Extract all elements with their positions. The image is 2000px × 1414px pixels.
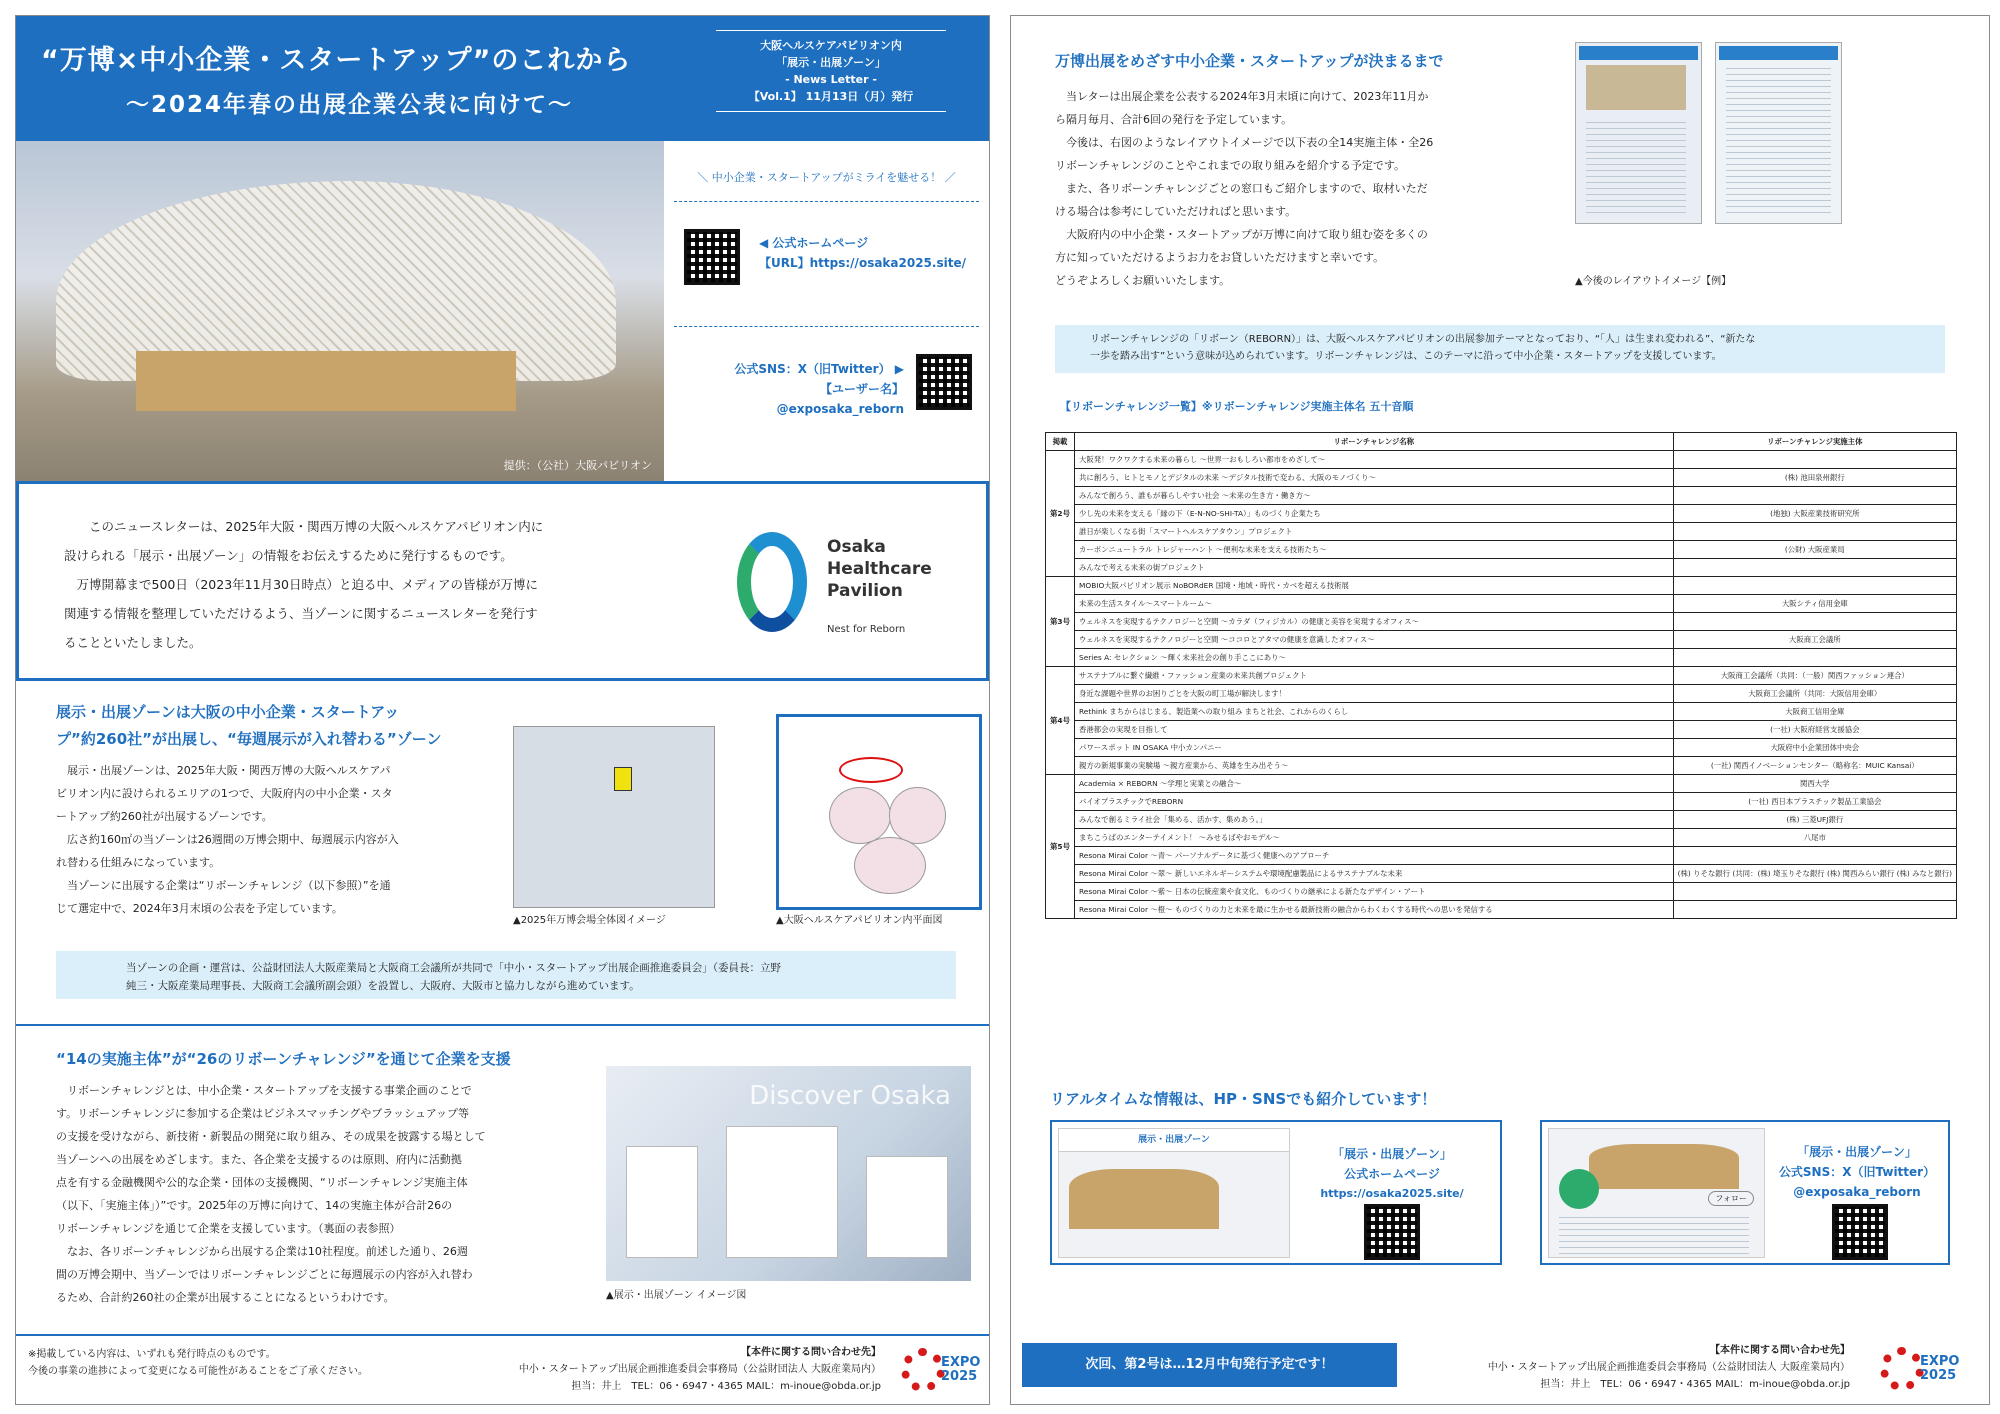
text-line: 当ゾーンへの出展をめざします。また、各企業を支援するのは原則、府内に活動拠 [56,1153,462,1166]
reborn-section [56,1046,596,1309]
challenge-name-cell: みんなで考える未来の街プロジェクト [1075,559,1674,577]
text-line: 当ゾーンの企画・運営は、公益財団法人大阪産業局と大阪商工会議所が共同で「中小・スタートアップ出展企画推進委員会」（委員長：立野 [126,962,781,974]
floor-area [889,787,946,844]
challenge-name-cell: Rethink まちからはじまる、製造業への取り組み まちと社会、これからのくらし [1075,703,1674,721]
entity-cell [1673,649,1956,667]
text-line: 「展示・出展ゾーン」 [1332,1147,1452,1161]
entity-cell: 大阪シティ信用金庫 [1673,595,1956,613]
table-row [1046,649,1957,667]
table-row [1046,613,1957,631]
entity-cell: 大阪商工会議所（共同：（一般）関西ファッション連合） [1673,667,1956,685]
challenge-name-cell: 親方の新規事業の実験場 ～親方産業から、英雄を生み出そう～ [1075,757,1674,775]
layout-table [1586,118,1686,213]
text-line: どうぞよろしくお願いいたします。 [1055,274,1231,287]
tagline: ＼ 中小企業・スタートアップがミライを魅せる！ ／ [697,171,956,184]
logo-line: 2025 [1920,1368,1957,1383]
schedule-body [1055,85,1535,292]
challenge-name-cell: Series A: セレクション ～輝く未来社会の創り手ここにあり～ [1075,649,1674,667]
entity-cell [1673,883,1956,901]
expo-logo-2 [1880,1345,1960,1395]
col-header: リボーンチャレンジ名称 [1075,433,1674,451]
expo-site-map [513,726,715,908]
table-row [1046,631,1957,649]
challenge-name-cell: Academia × REBORN ～学理と実業との融合～ [1075,775,1674,793]
footer-divider [16,1334,989,1336]
table-row [1046,577,1957,595]
qr-code-sns[interactable] [1832,1204,1888,1260]
links-panel [664,141,989,481]
entity-cell: 大阪商工会議所 [1673,631,1956,649]
sns-link[interactable] [709,359,904,419]
pavilion-photo [16,141,664,481]
text-line: 関連する情報を整理していただけるよう、当ゾーンに関するニュースレターを発行す [64,606,538,621]
follow-button[interactable]: フォロー [1708,1191,1754,1206]
shot-title: 展示・出展ゾーン [1059,1129,1289,1152]
text-line: このニュースレターは、2025年大阪・関西万博の大阪ヘルスケアパビリオン内に [89,519,544,534]
footer-note [28,1346,368,1380]
next-issue-banner: 次回、第2号は…12月中旬発行予定です！ [1022,1343,1397,1387]
realtime-heading: リアルタイムな情報は、HP・SNSでも紹介しています！ [1050,1090,1437,1108]
homepage-screenshot [1058,1128,1290,1258]
challenge-name-cell: サステナブルに繋ぐ繊維・ファッション産業の未来共創プロジェクト [1075,667,1674,685]
table-row [1046,811,1957,829]
intro-text [64,512,664,657]
text-line: 「展示・出展ゾーン」 [1797,1145,1917,1159]
table-row [1046,667,1957,685]
entity-cell: (株) 池田泉州銀行 [1673,469,1956,487]
expo-logo-icon [901,1348,945,1392]
text-line: また、各リボーンチャレンジごとの窓口もご紹介しますので、取材いただ [1066,182,1428,195]
entity-cell: 関西大学 [1673,775,1956,793]
issue-info [716,30,946,112]
text-line: （以下、「実施主体」）”です。2025年の万博に向けて、14の実施主体が合計26の [56,1199,453,1212]
homepage-link[interactable] [759,233,966,273]
entity-cell [1673,847,1956,865]
text-line: ることといたしました。 [64,635,202,650]
text-line: 点を有する金融機関や公的な企業・団体の支援機関、“リボーンチャレンジ実施主体 [56,1176,468,1189]
entity-cell [1673,559,1956,577]
table-row [1046,793,1957,811]
text-line: 公式SNS：X（旧Twitter） [1778,1165,1936,1179]
intro-section [16,481,989,681]
logo-line: 2025 [941,1369,978,1384]
entity-cell: 大阪府中小企業団体中央会 [1673,739,1956,757]
table-row [1046,703,1957,721]
entity-cell: (一社) 大阪府経営支援協会 [1673,721,1956,739]
reborn-note [1055,325,1945,373]
map1-caption: ▲2025年万博会場全体図イメージ [513,915,666,926]
table-title: 【リボーンチャレンジ一覧】※リボーンチャレンジ実施主体名 五十音順 [1060,400,1414,413]
issue-line: 【Vol.1】 11月13日（月）発行 [748,90,914,103]
challenge-name-cell: 誰日が楽しくなる街「スマートヘルスケアタウン」プロジェクト [1075,523,1674,541]
layout-header [1579,46,1698,60]
text-line: 方に知っていただけるようお力をお貸しいただけますと幸いです。 [1055,251,1385,264]
logo-line: Healthcare [827,559,932,579]
entity-cell [1673,451,1956,469]
footer-contact-2 [1410,1342,1850,1393]
entity-cell: (地独) 大阪産業技術研究所 [1673,505,1956,523]
text-line: 純三・大阪産業局理事長、大阪商工会議所副会頭）を設置し、大阪府、大阪市と協力しながら進めています。 [126,980,640,992]
entity-cell: (一社) 関西イノベーションセンター（略称名：MUIC Kansai） [1673,757,1956,775]
homepage-card[interactable] [1050,1120,1502,1265]
challenge-name-cell: 共に創ろう、ヒトとモノとデジタルの未来 ～デジタル技術で変わる、大阪のモノづくり～ [1075,469,1674,487]
text-line: 万博開幕まで500日（2023年11月30日時点）と迫る中、メディアの皆様が万博に [76,577,538,592]
text-line: 当ゾーンに出展する企業は“リボーンチャレンジ（以下参照）”を通 [67,879,391,892]
booth-wall [626,1146,698,1258]
section-divider [16,1024,989,1026]
reborn-body [56,1079,596,1309]
text-line: 一歩を踏み出す”という意味が込められています。リボーンチャレンジは、このテーマに沿って中小企業・スタートアップを支援しています。 [1090,351,1722,362]
reborn-heading: “14の実施主体”が“26のリボーンチャレンジ”を通じて企業を支援 [56,1050,511,1068]
zone-section [56,699,496,920]
entity-cell: 大阪商工信用金庫 [1673,703,1956,721]
table-row [1046,451,1957,469]
text-line: 担当：井上 TEL：06・6947・4365 MAIL：m-inoue@obda.or.jp [1540,1379,1850,1390]
table-row [1046,829,1957,847]
text-line: 今後の事業の進捗によって変更になる可能性があることをご了承ください。 [28,1366,368,1377]
table-row [1046,847,1957,865]
text-line: ートアップ約260社が出展するゾーンです。 [56,810,273,823]
table-row [1046,595,1957,613]
pavilion-logo-icon [737,532,807,632]
challenge-name-cell: 未来の生活スタイル～スマートルーム～ [1075,595,1674,613]
schedule-section [1055,48,1535,292]
challenge-name-cell: ウェルネスを実現するテクノロジーと空間 ～カラダ（フィジカル）の健康と美容を実現するオフィス～ [1075,613,1674,631]
sns-card-text [1767,1142,1947,1202]
photo-credit: 提供：（公社）大阪パビリオン [503,459,652,472]
table-row [1046,523,1957,541]
text-line: 広さ約160㎡の当ゾーンは26週間の万博会期中、毎週展示内容が入 [67,833,399,846]
challenge-name-cell: 大阪発！ワクワクする未来の暮らし ～世界一おもしろい都市をめざして～ [1075,451,1674,469]
challenge-name-cell: 身近な課題や世界のお困りごとを大阪の町工場が解決します！ [1075,685,1674,703]
challenge-name-cell: Resona Mirai Color ～翠～ 新しいエネルギーシステムや環境配慮製品によるサステナブルな未来 [1075,865,1674,883]
text-line: 【本件に関する問い合わせ先】 [741,1347,881,1358]
text-line: じて選定中で、2024年3月末頃の公表を予定しています。 [56,902,343,915]
challenge-name-cell: Resona Mirai Color ～青～ パーソナルデータに基づく健康へのアプローチ [1075,847,1674,865]
table-row [1046,559,1957,577]
homepage-label: ◀ 公式ホームページ [759,236,869,250]
text-line: るため、合計約260社の企業が出展することになるというわけです。 [56,1291,395,1304]
sns-user[interactable]: @exposaka_reborn [1793,1185,1921,1199]
zone-heading [56,699,496,753]
col-header: 掲載 [1046,433,1075,451]
challenge-name-cell: Resona Mirai Color ～紫～ 日本の伝統産業や食文化、ものづくりの継承による新たなデザイン・アート [1075,883,1674,901]
qr-code-homepage[interactable] [1364,1204,1420,1260]
challenge-name-cell: みんなで創ろう、誰もが暮らしやすい社会 ～未来の生き方・働き方～ [1075,487,1674,505]
challenge-name-cell: みんなで創るミライ社会「集める、活かす、集めあう。」 [1075,811,1674,829]
issue-line: - News Letter - [785,73,877,86]
pavilion-base [136,351,516,411]
challenge-name-cell: ウェルネスを実現するテクノロジーと空間 ～ココロとアタマの健康を意識したオフィス～ [1075,631,1674,649]
issue-number-cell: 第5号 [1046,775,1075,919]
challenge-name-cell: Resona Mirai Color ～橙～ ものづくりの力と未来を最に生かせる最新技術の融合からわくわくする時代への思いを発信する [1075,901,1674,919]
entity-cell: (一社) 西日本プラスチック製品工業協会 [1673,793,1956,811]
sns-user[interactable]: 【ユーザー名】@exposaka_reborn [776,382,904,416]
entity-cell: (公財) 大阪産業局 [1673,541,1956,559]
logo-line: EXPO [1920,1354,1960,1369]
text-line: ける場合は参考にしていただければと思います。 [1055,205,1297,218]
challenge-name-cell: バイオプラスチックでREBORN [1075,793,1674,811]
layout-caption: ▲今後のレイアウトイメージ【例】 [1575,276,1732,287]
divider [674,201,979,202]
issue-number-cell: 第3号 [1046,577,1075,667]
sns-label: 公式SNS：X（旧Twitter） ▶ [734,362,904,376]
table-row [1046,487,1957,505]
logo-tagline: Nest for Reborn [827,624,906,635]
newsletter-page-1 [15,15,990,1405]
entity-cell [1673,523,1956,541]
logo-line: Osaka [827,537,886,557]
entity-cell [1673,487,1956,505]
tweet-text [1559,1214,1749,1254]
challenge-name-cell: カーボンニュートラル トレジャーハント ～便利な未来を支える技術たち～ [1075,541,1674,559]
table-row [1046,775,1957,793]
shot-pavilion [1069,1169,1219,1229]
booth-wall [866,1156,948,1258]
heading-line: 展示・出展ゾーンは大阪の中小企業・スタートアッ [56,703,400,721]
entity-cell [1673,613,1956,631]
table-header-row [1046,433,1957,451]
table-row [1046,757,1957,775]
text-line: 中小・スタートアップ出展企画推進委員会事務局（公益財団法人 大阪産業局内） [518,1364,881,1375]
shot-pavilion [1589,1144,1739,1189]
booth-sign: Discover Osaka [749,1081,951,1111]
issue-number-cell: 第4号 [1046,667,1075,775]
text-line: リボーンチャレンジの「リボーン（REBORN）」は、大阪ヘルスケアパビリオンの出展参加テーマとなっており、“「人」は生まれ変われる”、“新たな [1090,334,1756,345]
map2-caption: ▲大阪ヘルスケアパビリオン内平面図 [776,915,943,926]
booth-caption: ▲展示・出展ゾーン イメージ図 [606,1290,747,1301]
text-line: 【本件に関する問い合わせ先】 [1710,1345,1850,1356]
layout-header [1719,46,1838,60]
homepage-url[interactable]: https://osaka2025.site/ [1320,1187,1464,1200]
booth-image [606,1066,971,1281]
text-line: れ替わる仕組みになっています。 [56,856,221,869]
text-line: ※掲載している内容は、いずれも発行時点のものです。 [28,1349,276,1360]
issue-line: 大阪ヘルスケアパビリオン内 [760,39,902,52]
text-line: 今後は、右図のようなレイアウトイメージで以下表の全14実施主体・全26 [1066,136,1434,149]
text-line: 展示・出展ゾーンは、2025年大阪・関西万博の大阪ヘルスケアパ [67,764,391,777]
issue-line: 「展示・出展ゾーン」 [776,56,886,69]
text-line: 当レターは出展企業を公表する2024年3月末頃に向けて、2023年11月か [1066,90,1429,103]
text-line: 中小・スタートアップ出展企画推進委員会事務局（公益財団法人 大阪産業局内） [1487,1362,1850,1373]
entity-cell: 大阪商工会議所（共同：大阪信用金庫） [1673,685,1956,703]
issue-number-cell: 第2号 [1046,451,1075,577]
layout-page-2 [1715,42,1842,224]
entity-cell [1673,901,1956,919]
layout-photo [1586,65,1686,110]
homepage-card-text [1317,1144,1467,1204]
text-line: 担当：井上 TEL：06・6947・4365 MAIL：m-inoue@obda.or.jp [571,1381,881,1392]
layout-table [1726,68,1831,213]
footer-contact [441,1344,881,1395]
avatar [1559,1169,1599,1209]
col-header: リボーンチャレンジ実施主体 [1673,433,1956,451]
page-title: “万博×中小企業・スタートアップ”のこれから [41,45,632,76]
text-line: 間の万博会期中、当ゾーンではリボーンチャレンジごとに毎週展示の内容が入れ替わ [56,1268,473,1281]
entity-cell: (株) 三菱UFJ銀行 [1673,811,1956,829]
text-line: 公式ホームページ [1344,1167,1440,1181]
table-row [1046,865,1957,883]
text-line: の支援を受けながら、新技術・新製品の開発に取り組み、その成果を披露する場として [56,1130,486,1143]
table-row [1046,685,1957,703]
zone-body [56,759,496,920]
page-subtitle: ～2024年春の出展企業公表に向けて～ [126,92,574,118]
expo-logo [901,1346,981,1396]
zone-note [56,951,956,999]
layout-page-1 [1575,42,1702,224]
challenge-name-cell: まちこうばのエンターテイメント！ ～みせるばやおモデル～ [1075,829,1674,847]
text-line: 設けられる「展示・出展ゾーン」の情報をお伝えするために発行するものです。 [64,548,513,563]
heading-line: プ”約260社”が出展し、“毎週展示が入れ替わる”ゾーン [56,730,442,748]
table-body [1046,451,1957,919]
text-line: す。リボーンチャレンジに参加する企業はビジネスマッチングやブラッシュアップ等 [56,1107,470,1120]
zone-marker [614,767,632,791]
challenge-name-cell: パワースポット IN OSAKA 中小カンパニー [1075,739,1674,757]
challenge-name-cell: 少し先の未来を支える「縁の下（E-N-NO-SHI-TA）」ものづくり企業たち [1075,505,1674,523]
logo-line: EXPO [941,1355,981,1370]
text-line: ビリオン内に設けられるエリアの1つで、大阪府内の中小企業・スタ [56,787,393,800]
pavilion-floor-plan [776,714,982,910]
floor-area [854,837,926,894]
schedule-heading: 万博出展をめざす中小企業・スタートアップが決まるまで [1055,52,1444,70]
sns-card[interactable] [1540,1120,1950,1265]
table-row [1046,739,1957,757]
logo-line: Pavilion [827,581,903,601]
pavilion-logo-text [827,536,932,602]
booth-wall [726,1126,838,1258]
homepage-url[interactable]: 【URL】https://osaka2025.site/ [759,256,966,270]
sns-screenshot [1548,1128,1765,1258]
expo-logo-text [941,1356,980,1384]
expo-logo-icon [1880,1347,1924,1391]
divider [674,326,979,327]
entity-cell: (株) りそな銀行 (共同：(株) 埼玉りそな銀行 (株) 関西みらい銀行 (株) みなと銀行) [1673,865,1956,883]
header-banner [16,16,989,141]
challenge-name-cell: 香港都会の実現を目指して [1075,721,1674,739]
zone-highlight [839,757,903,783]
challenge-name-cell: MOBIO大阪パビリオン展示 NoBORdER 国境・地域・時代・カベを超える技術展 [1075,577,1674,595]
qr-code-sns[interactable] [916,354,972,410]
table-row [1046,883,1957,901]
text-line: リボーンチャレンジとは、中小企業・スタートアップを支援する事業企画のことで [67,1084,472,1097]
entity-cell: 八尾市 [1673,829,1956,847]
expo-logo-text [1920,1355,1959,1383]
reborn-challenge-table [1045,432,1957,919]
text-line: リボーンチャレンジを通じて企業を支援しています。（裏面の表参照） [56,1222,401,1235]
entity-cell [1673,577,1956,595]
text-line: ら隔月毎月、合計6回の発行を予定しています。 [1055,113,1293,126]
qr-code-homepage[interactable] [684,229,740,285]
table-row [1046,505,1957,523]
table-row [1046,721,1957,739]
text-line: なお、各リボーンチャレンジから出展する企業は10社程度。前述した通り、26週 [67,1245,468,1258]
layout-preview [1575,42,1845,232]
text-line: リボーンチャレンジのことやこれまでの取り組みを紹介する予定です。 [1055,159,1406,172]
floor-area [829,787,891,844]
table-row [1046,541,1957,559]
table-row [1046,469,1957,487]
table-row [1046,901,1957,919]
text-line: 大阪府内の中小企業・スタートアップが万博に向けて取り組む姿を多くの [1066,228,1428,241]
